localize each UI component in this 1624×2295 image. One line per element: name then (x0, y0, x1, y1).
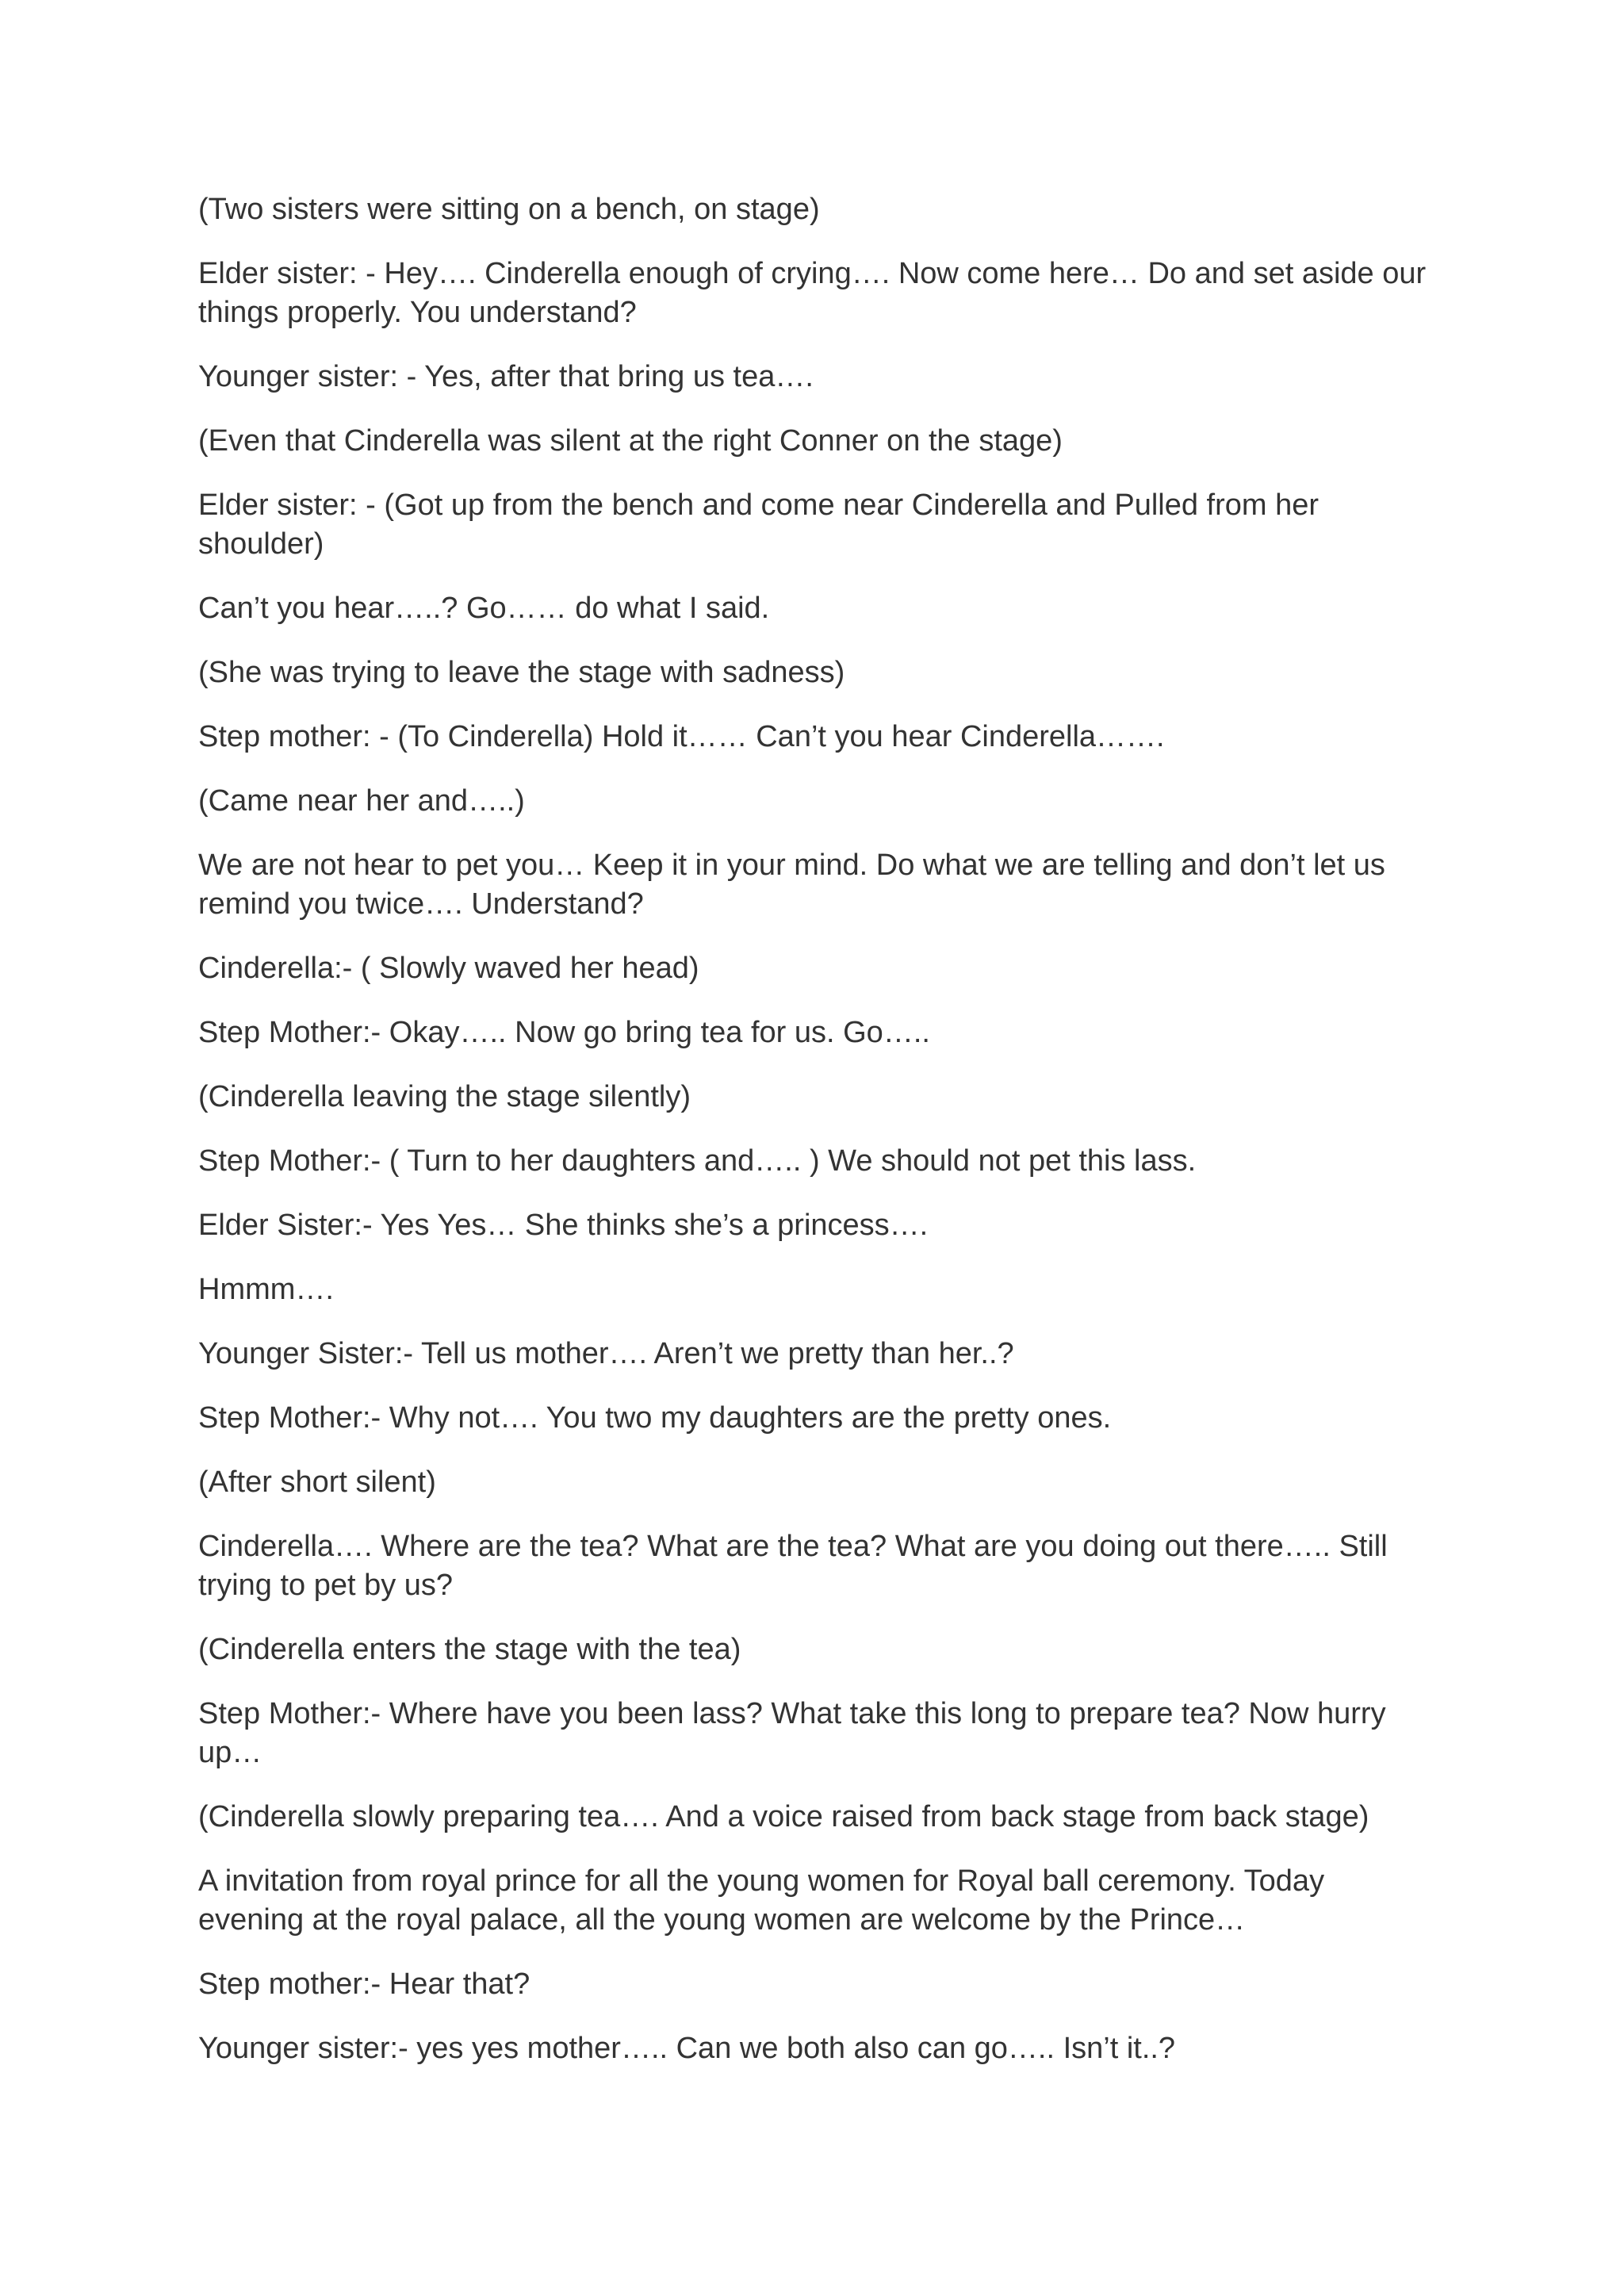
paragraph-dialogue: We are not hear to pet you… Keep it in your mind. Do what we are telling and don’t let us remind you twice…. Understand? (198, 849, 1385, 921)
paragraph-stage-direction: (After short silent) (198, 1466, 436, 1499)
paragraph-dialogue: Elder sister: - (Got up from the bench and come near Cinderella and Pulled from her shoulder) (198, 489, 1320, 561)
paragraph-dialogue: Cinderella…. Where are the tea? What are the tea? What are you doing out there….. Still trying to pet by us? (198, 1530, 1388, 1602)
script-text-body (198, 190, 1435, 2094)
paragraph-dialogue: Step Mother:- ( Turn to her daughters and….. ) We should not pet this lass. (198, 1144, 1197, 1178)
paragraph-dialogue: Elder Sister:- Yes Yes… She thinks she’s a princess…. (198, 1209, 929, 1242)
paragraph-dialogue: Cinderella:- ( Slowly waved her head) (198, 952, 699, 985)
paragraph-dialogue: A invitation from royal prince for all the young women for Royal ball ceremony. Today evening at the royal palace, all the young women are welcome by the Prince… (198, 1864, 1325, 1937)
paragraph-stage-direction: (Cinderella enters the stage with the tea) (198, 1633, 741, 1666)
paragraph-stage-direction: (Even that Cinderella was silent at the right Conner on the stage) (198, 424, 1063, 458)
paragraph-dialogue: Hmmm…. (198, 1273, 334, 1306)
paragraph-dialogue: Step Mother:- Where have you been lass? What take this long to prepare tea? Now hurry up… (198, 1697, 1386, 1769)
paragraph-dialogue: Step mother: - (To Cinderella) Hold it…… Can’t you hear Cinderella……. (198, 720, 1165, 753)
paragraph-dialogue: Elder sister: - Hey…. Cinderella enough of crying…. Now come here… Do and set aside our things properly. You understand? (198, 257, 1427, 329)
paragraph-stage-direction: (Came near her and…..) (198, 784, 525, 818)
paragraph-dialogue: Step mother:- Hear that? (198, 1967, 530, 2001)
paragraph-dialogue: Step Mother:- Okay….. Now go bring tea for us. Go….. (198, 1016, 930, 1049)
paragraph-dialogue: Step Mother:- Why not…. You two my daughters are the pretty ones. (198, 1401, 1112, 1435)
paragraph-stage-direction: (Cinderella slowly preparing tea…. And a voice raised from back stage from back stage) (198, 1800, 1369, 1833)
paragraph-dialogue: Younger Sister:- Tell us mother…. Aren’t we pretty than her..? (198, 1337, 1014, 1370)
paragraph-dialogue: Younger sister: - Yes, after that bring us tea…. (198, 360, 814, 393)
paragraph-dialogue: Younger sister:- yes yes mother….. Can we both also can go….. Isn’t it..? (198, 2032, 1176, 2065)
paragraph-stage-direction: (Two sisters were sitting on a bench, on stage) (198, 193, 820, 226)
paragraph-dialogue: Can’t you hear…..? Go…… do what I said. (198, 592, 770, 625)
paragraph-stage-direction: (Cinderella leaving the stage silently) (198, 1080, 691, 1113)
paragraph-stage-direction: (She was trying to leave the stage with sadness) (198, 656, 845, 689)
